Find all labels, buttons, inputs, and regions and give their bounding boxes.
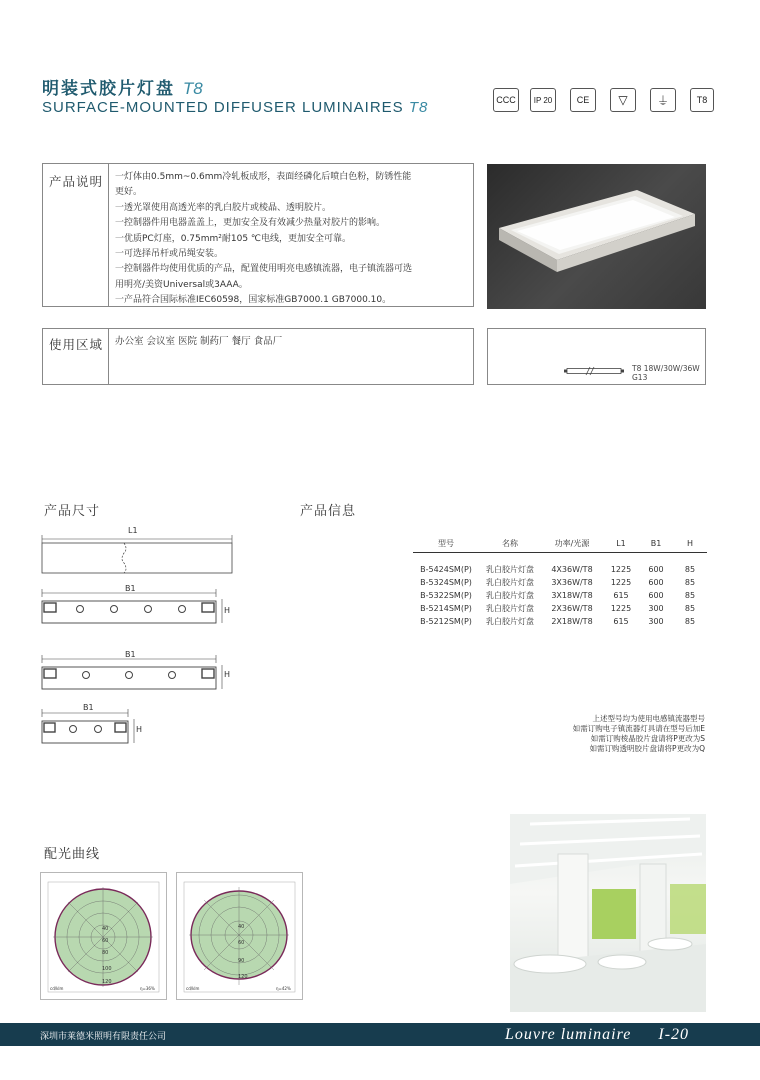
note-line: 如需订购透明胶片盘请将P更改为Q <box>589 744 705 753</box>
cell-name: 乳白胶片灯盘 <box>486 591 534 600</box>
description-line: 用明亮/美资Universal或3AAA。 <box>115 279 248 290</box>
side-view-drawing-2lamp <box>42 709 134 743</box>
interior-photo <box>510 814 706 1012</box>
note-line: 如需订购电子镇流器灯具请在型号后加E <box>572 724 705 733</box>
title-cn-suffix: T8 <box>182 79 203 98</box>
curve-ring-label: 60 <box>238 940 245 946</box>
lamp-spec-line: G13 <box>632 373 648 382</box>
curve-ring-label: 60 <box>102 938 109 944</box>
dim-label-b1: B1 <box>83 703 94 712</box>
light-curve-2 <box>176 872 303 1000</box>
cell-name: 乳白胶片灯盘 <box>486 617 534 626</box>
cell-power: 2X36W/T8 <box>551 604 593 613</box>
description-line: 一可选择吊杆或吊绳安装。 <box>115 249 224 260</box>
table-row <box>413 615 707 628</box>
curve-efficiency: η=42% <box>276 986 291 991</box>
description-line: 一灯体由0.5mm~0.6mm冷轧板成形，表面经磷化后喷白色粉，防锈性能 <box>115 172 412 182</box>
note-line: 上述型号均为使用电感镇流器型号 <box>592 714 705 723</box>
curve-ring-label: 80 <box>102 950 109 956</box>
cell-b1: 600 <box>648 578 664 587</box>
curve-ring-label: 120 <box>102 979 112 985</box>
cell-l1: 615 <box>613 617 629 626</box>
curve-ring-label: 100 <box>102 966 112 972</box>
curve-ring-label: 40 <box>102 926 109 932</box>
col-header-b1: B1 <box>639 537 673 553</box>
page-title-en <box>42 99 428 116</box>
cell-l1: 615 <box>613 591 629 600</box>
curve-ring-label: 90 <box>238 958 245 964</box>
light-curve-1 <box>40 872 167 1000</box>
cell-b1: 300 <box>648 604 664 613</box>
dim-label-h: H <box>136 725 143 734</box>
description-label: 产品说明 <box>43 164 109 306</box>
curve-ring-label: 120 <box>238 974 248 980</box>
cell-l1: 1225 <box>610 578 632 587</box>
light-curve-heading: 配光曲线 <box>44 847 101 862</box>
cell-power: 3X36W/T8 <box>551 578 593 587</box>
cell-name: 乳白胶片灯盘 <box>486 578 534 587</box>
usage-box <box>42 328 474 385</box>
description-line: 一透光罩使用高透光率的乳白胶片或棱晶、透明胶片。 <box>115 202 332 213</box>
top-view-drawing <box>42 535 232 573</box>
lamp-spec <box>632 364 700 382</box>
product-table <box>413 537 707 628</box>
triangle-cert-icon: ▽ <box>610 88 636 112</box>
table-row <box>413 576 707 589</box>
usage-text: 办公室 会议室 医院 制药厂 餐厅 食品厂 <box>115 336 283 347</box>
page-number: I-20 <box>658 1026 690 1043</box>
dim-label-h: H <box>224 670 231 679</box>
table-body <box>413 553 707 629</box>
title-cn-text: 明装式胶片灯盘 <box>42 79 175 99</box>
dimensions-heading: 产品尺寸 <box>44 504 101 519</box>
cell-l1: 1225 <box>610 604 632 613</box>
dimension-drawings <box>40 525 240 755</box>
cell-b1: 600 <box>648 591 664 600</box>
title-en-suffix: T8 <box>408 99 429 116</box>
description-box <box>42 163 474 307</box>
curve-unit: cd/klm <box>50 986 64 991</box>
product-info-heading: 产品信息 <box>300 504 357 519</box>
table-row <box>413 602 707 615</box>
col-header-name: 名称 <box>479 537 541 553</box>
cell-model: B-5212SM(P) <box>420 617 472 626</box>
series-name: Louvre luminaire <box>505 1026 632 1043</box>
description-line: 一优质PC灯座，0.75mm²耐105 ℃电线，更加安全可靠。 <box>115 233 352 244</box>
table-row <box>413 589 707 602</box>
cell-model: B-5424SM(P) <box>420 565 472 574</box>
cell-h: 85 <box>684 591 696 600</box>
description-line: 一控制器件均使用优质的产品，配置使用明亮电感镇流器，电子镇流器可选 <box>115 264 413 275</box>
col-header-l1: L1 <box>603 537 639 553</box>
company-name: 深圳市莱德米照明有限责任公司 <box>40 1032 167 1042</box>
t8-cert-icon: T8 <box>690 88 714 112</box>
note-line: 如需订购棱晶胶片盘请将P更改为S <box>590 734 705 743</box>
dim-label-l1: L1 <box>128 526 138 535</box>
cell-l1: 1225 <box>610 565 632 574</box>
cell-model: B-5324SM(P) <box>420 578 472 587</box>
description-line: 一控制器件用电器盖盖上，更加安全及有效减少热量对胶片的影响。 <box>115 218 386 229</box>
side-view-drawing-3lamp <box>42 655 222 689</box>
ce-cert-icon: CE <box>570 88 596 112</box>
interior-illustration <box>510 814 706 1012</box>
product-photo <box>487 164 706 309</box>
lamp-box <box>487 328 706 385</box>
cell-model: B-5322SM(P) <box>420 591 472 600</box>
cell-power: 2X18W/T8 <box>551 617 593 626</box>
cell-h: 85 <box>684 617 696 626</box>
side-view-drawing-4lamp <box>42 589 222 623</box>
dim-label-h: H <box>224 606 231 615</box>
col-header-h: H <box>673 537 707 553</box>
table-row <box>413 563 707 576</box>
cell-power: 4X36W/T8 <box>551 565 593 574</box>
lamp-tube-icon <box>564 366 624 376</box>
lamp-spec-line: T8 18W/30W/36W <box>632 364 700 373</box>
usage-label: 使用区域 <box>43 329 109 384</box>
page-title-cn <box>42 74 203 99</box>
curve-unit: cd/klm <box>186 986 200 991</box>
cell-h: 85 <box>684 578 696 587</box>
col-header-power: 功率/光源 <box>541 537 603 553</box>
cell-h: 85 <box>684 604 696 613</box>
cell-b1: 300 <box>648 617 664 626</box>
cell-b1: 600 <box>648 565 664 574</box>
description-lines <box>115 170 467 309</box>
cell-name: 乳白胶片灯盘 <box>486 565 534 574</box>
ccc-cert-icon: CCC <box>493 88 519 112</box>
cell-model: B-5214SM(P) <box>420 604 472 613</box>
ground-cert-icon: ⏚ <box>650 88 676 112</box>
cell-power: 3X18W/T8 <box>551 591 593 600</box>
cell-h: 85 <box>684 565 696 574</box>
col-header-model: 型号 <box>413 537 479 553</box>
curve-efficiency: η=36% <box>140 986 155 991</box>
order-notes <box>445 714 705 754</box>
dim-label-b1: B1 <box>125 650 136 659</box>
description-line: 更好。 <box>115 187 143 198</box>
curve-ring-label: 40 <box>238 924 245 930</box>
luminaire-illustration <box>487 164 706 309</box>
dim-label-b1: B1 <box>125 584 136 593</box>
table-header-row <box>413 537 707 553</box>
description-line: 一产品符合国际标准IEC60598，国家标准GB7000.1 GB7000.10。 <box>115 295 392 306</box>
ip20-cert-icon: IP 20 <box>530 88 556 112</box>
cell-name: 乳白胶片灯盘 <box>486 604 534 613</box>
footer-series <box>505 1026 689 1044</box>
title-en-text: SURFACE-MOUNTED DIFFUSER LUMINAIRES <box>42 99 404 116</box>
